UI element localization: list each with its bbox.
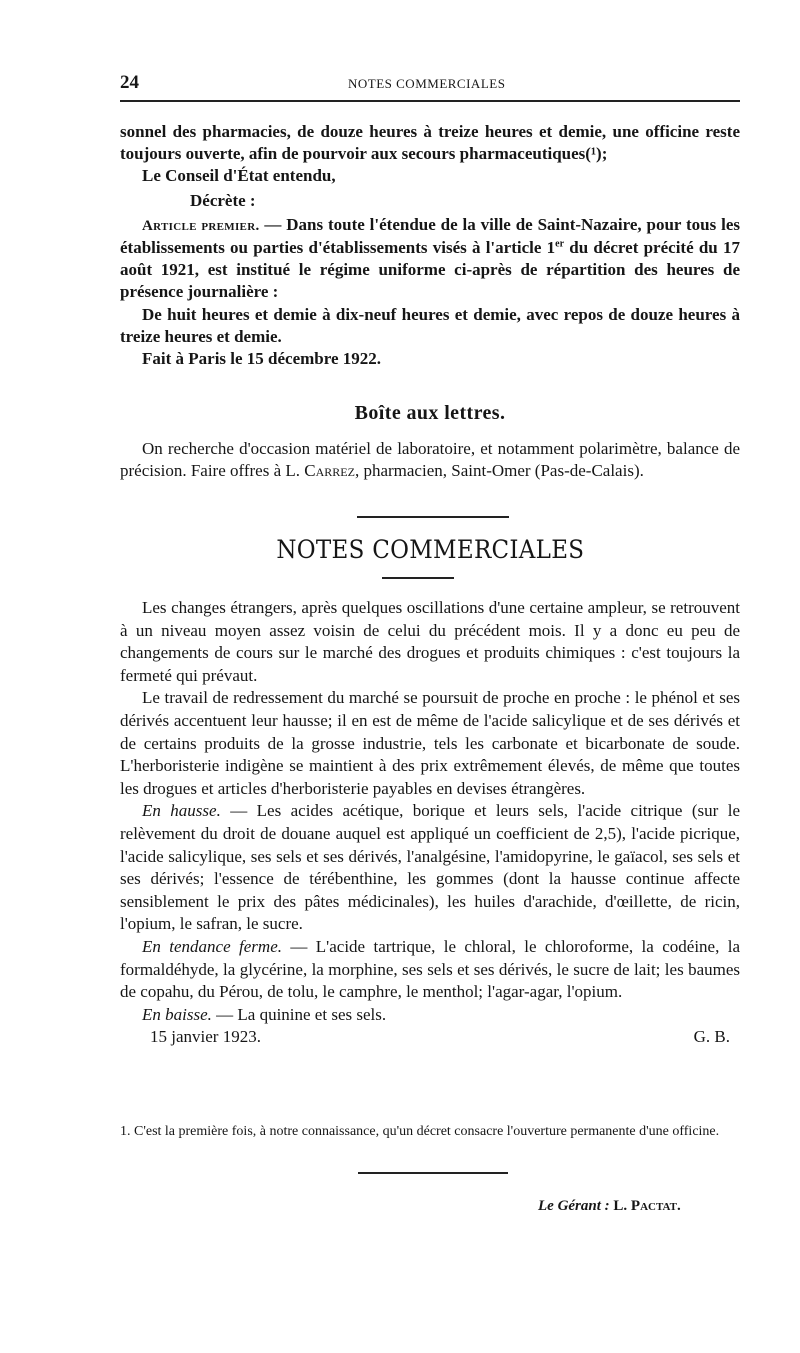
boite-text-a: On recherche d'occasion matériel de laboratoire, et notamment polarimètre, balance de précision. Faire offres à L. [120,439,740,481]
gerant-name: L. Pactat. [613,1198,681,1214]
notes-section [120,597,740,1049]
conseil-line: Le Conseil d'État entendu, [142,166,336,186]
hausse-text: — Les acides acétique, borique et leurs sels, l'acide citrique (sur le relèvement du droit de douane auquel est appliqué un coefficient de 2,5), l'acide picrique, l'acide salicylique, ses sels et ses dérivés, l'analgésine, l'amidopyrine, le gaïacol, ses sels et ses dérivés; l'essence de térébenthine, les gommes (dont la hausse continue affecte sensiblement le prix des pâtes médicinales), les huiles d'arachide, d'œillette, de ricin, l'opium, le safran, le sucre. [120,801,740,934]
signature-date: 15 janvier 1923. [150,1027,261,1047]
article-text-a: — Dans toute l'étendue de la ville de Saint-Nazaire, pour tous les établissements ou parties d'établissements visés à l'article 1 [120,214,740,258]
decrete-line: Décrète : [190,190,256,210]
notes-title [120,535,740,565]
hours-line: De huit heures et demie à dix-neuf heures et demie, avec repos de douze heures à treize heures et demie. [120,304,740,346]
notes-paragraph-1: Les changes étrangers, après quelques oscillations d'une certaine ampleur, se retrouvent à un niveau moyen assez voisin de celui du précédent mois. Il y a donc eu peu de changements de cours sur le marché des drogues et produits chimiques : c'est toujours la fermeté qui prévaut. [120,598,740,685]
running-title: NOTES COMMERCIALES [348,76,506,91]
boite-title: Boîte aux lettres. [354,402,506,424]
section-rule-1 [357,516,509,518]
page-number: 24 [120,72,139,93]
decree-text: sonnel des pharmacies, de douze heures à treize heures et demie, une officine reste toujours ouverte, afin de pourvoir aux secours pharmaceutiques [120,122,740,164]
section-rule-2 [358,1172,508,1174]
footnote-marker: (¹) [585,144,602,164]
title-rule [382,577,454,579]
page-header [120,68,740,98]
baisse-paragraph [120,1004,740,1027]
decree-paragraph-1 [120,121,740,165]
baisse-label: En baisse. [142,1004,212,1024]
boite-paragraph [120,438,740,482]
footnote-text: 1. C'est la première fois, à notre connaissance, qu'un décret consacre l'ouverture permanente d'une officine. [120,1124,720,1139]
notes-title-text: NOTES COMMERCIALES [276,535,584,564]
article-label: Article premier. [142,217,260,234]
boite-text-b: , pharmacien, Saint-Omer (Pas-de-Calais). [354,461,644,481]
hausse-label: En hausse. [142,801,221,821]
baisse-text: — La quinine et ses sels. [211,1004,387,1024]
signature-line [120,1026,740,1049]
decree-punct: ; [601,144,608,164]
article-sup: er [555,238,565,250]
signature-initials: G. B. [693,1027,730,1047]
gerant-label: Le Gérant : [538,1198,610,1214]
ferme-text: — L'acide tartrique, le chloral, le chloroforme, la codéine, la formaldéhyde, la glycérine, la morphine, ses sels et ses dérivés, le sucre de lait; les baumes de copahu, du Pérou, de tolu, le camphre, le menthol; l'agar-agar, l'opium. [120,936,740,1002]
boite-section [120,438,740,482]
header-rule [120,100,740,102]
article-premier [120,214,740,304]
hausse-paragraph [120,800,740,936]
boite-name: Carrez [304,461,355,481]
decree-section [120,121,740,370]
notes-paragraph-2: Le travail de redressement du marché se poursuit de proche en proche : le phénol et ses dérivés accentuent leur hausse; il en est de même de l'acide salicylique et de ses dérivés et de certains produits de la grosse industrie, tels les carbonate et bicarbonate de soude. L'herboristerie indigène se maintient à des prix extrêmement élevés, de même que toutes les drogues et articles d'herboristerie payables en devises étrangères. [120,688,740,798]
signed-line: Fait à Paris le 15 décembre 1922. [142,349,382,369]
article-text-b: du décret précité du 17 août 1921, est institué le régime uniforme ci-après de répartition des heures de présence journalière : [120,238,740,302]
footnote [120,1123,740,1141]
gerant-line [538,1198,681,1215]
ferme-label: En tendance ferme. [142,936,282,956]
ferme-paragraph [120,936,740,1004]
